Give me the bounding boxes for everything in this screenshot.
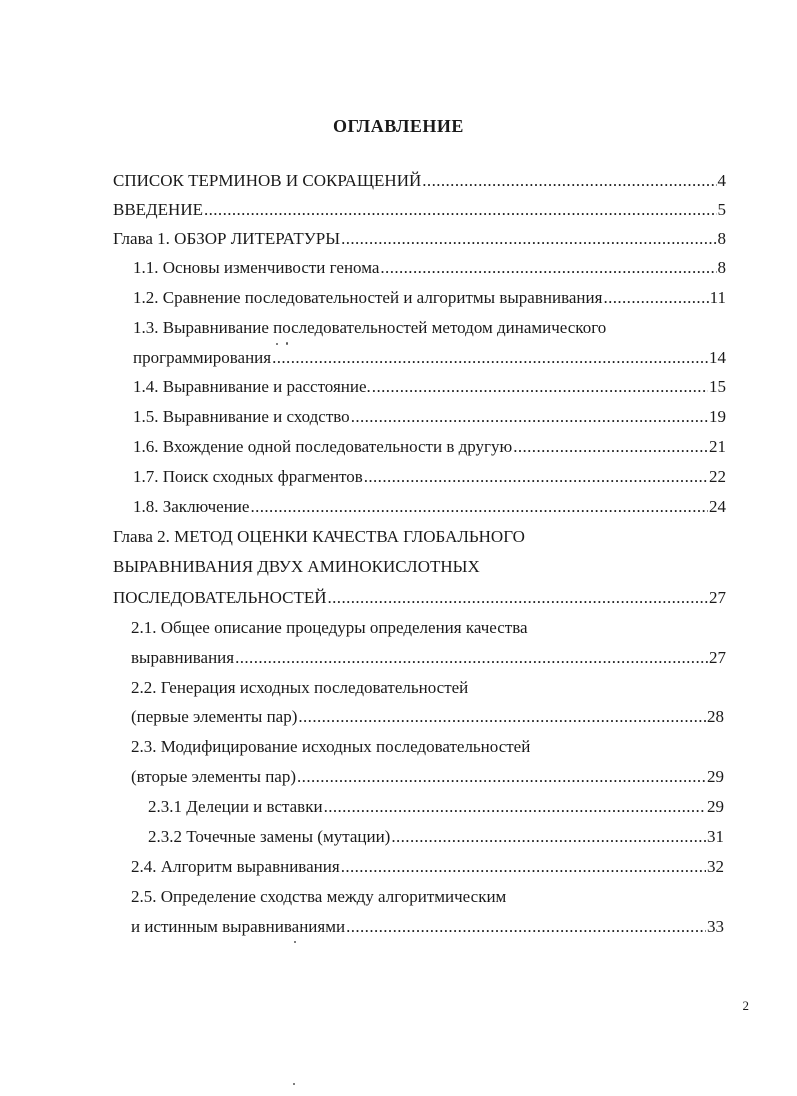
toc-entry-label: выравнивания [131, 648, 235, 667]
toc-entry-page: 32 [707, 857, 724, 876]
toc-entry-1-6[interactable] [133, 436, 726, 458]
dot-leader [204, 199, 717, 221]
toc-entry-page: 22 [709, 467, 726, 486]
page-title: ОГЛАВЛЕНИЕ [333, 116, 464, 136]
toc-entry-label: 1.1. Основы изменчивости генома [133, 258, 380, 277]
dot-leader [380, 257, 716, 279]
toc-entry-1-4[interactable] [133, 376, 726, 398]
toc-entry-page: 11 [709, 288, 726, 307]
toc-entry-label: 1.6. Вхождение одной последовательности в другую [133, 437, 513, 456]
dot-leader [297, 766, 706, 788]
dot-leader [298, 706, 706, 728]
toc-entry-page: 33 [707, 917, 724, 936]
toc-entry-label: 1.7. Поиск сходных фрагментов [133, 467, 363, 486]
scan-speck [293, 1083, 295, 1085]
toc-entry-1-8[interactable] [133, 496, 726, 518]
toc-entry-chapter-2-line1: Глава 2. МЕТОД ОЦЕНКИ КАЧЕСТВА ГЛОБАЛЬНОГО [113, 527, 525, 546]
toc-entry-label: 1.8. Заключение [133, 497, 250, 516]
dot-leader [422, 170, 716, 192]
dot-leader [391, 826, 706, 848]
toc-entry-terms[interactable] [113, 170, 726, 192]
toc-entry-2-3-line1: 2.3. Модифицирование исходных последовательностей [131, 737, 531, 756]
toc-entry-2-1-line1: 2.1. Общее описание процедуры определения качества [131, 618, 528, 637]
dot-leader [341, 228, 716, 250]
toc-entry-2-2[interactable] [131, 706, 724, 728]
toc-entry-label: и истинным выравниваниями [131, 917, 346, 936]
toc-entry-1-3-line1: 1.3. Выравнивание последовательностей методом динамического [133, 318, 607, 337]
toc-entry-1-3[interactable] [133, 347, 726, 369]
toc-entry-introduction[interactable] [113, 199, 726, 221]
page-number: 2 [742, 998, 749, 1013]
toc-entry-page: 19 [709, 407, 726, 426]
toc-entry-label: ВВЕДЕНИЕ [113, 200, 203, 219]
toc-entry-page: 27 [709, 588, 726, 607]
toc-entry-2-3-2[interactable] [148, 826, 724, 848]
dot-leader [235, 647, 708, 669]
dot-leader [346, 916, 706, 938]
toc-entry-1-5[interactable] [133, 406, 726, 428]
toc-entry-label: 1.5. Выравнивание и сходство [133, 407, 350, 426]
toc-entry-2-1[interactable] [131, 647, 726, 669]
toc-entry-label: СПИСОК ТЕРМИНОВ И СОКРАЩЕНИЙ [113, 171, 422, 190]
toc-entry-2-3-1[interactable] [148, 796, 724, 818]
toc-entry-2-5[interactable] [131, 916, 724, 938]
dot-leader [372, 376, 708, 398]
toc-entry-chapter-2-line2: ВЫРАВНИВАНИЯ ДВУХ АМИНОКИСЛОТНЫХ [113, 557, 480, 576]
toc-entry-2-5-line1: 2.5. Определение сходства между алгоритмическим [131, 887, 507, 906]
toc-entry-2-4[interactable] [131, 856, 724, 878]
toc-entry-label: 1.2. Сравнение последовательностей и алгоритмы выравнивания [133, 288, 603, 307]
toc-entry-page: 27 [709, 648, 726, 667]
toc-entry-label: 1.4. Выравнивание и расстояние. [133, 377, 371, 396]
toc-entry-label: (первые элементы пар) [131, 707, 298, 726]
toc-entry-page: 8 [717, 258, 726, 277]
toc-entry-page: 24 [709, 497, 726, 516]
toc-entry-2-2-line1: 2.2. Генерация исходных последовательностей [131, 678, 469, 697]
toc-entry-page: 29 [707, 767, 724, 786]
toc-entry-page: 4 [717, 171, 726, 190]
toc-entry-page: 29 [707, 797, 724, 816]
toc-entry-label: 2.3.1 Делеции и вставки [148, 797, 323, 816]
toc-entry-2-3[interactable] [131, 766, 724, 788]
toc-entry-1-7[interactable] [133, 466, 726, 488]
toc-entry-label: 2.3.2 Точечные замены (мутации) [148, 827, 391, 846]
dot-leader [250, 496, 708, 518]
toc-entry-label: ПОСЛЕДОВАТЕЛЬНОСТЕЙ [113, 588, 327, 607]
scan-speck [286, 342, 288, 345]
toc-entry-label: (вторые элементы пар) [131, 767, 297, 786]
toc-entry-page: 5 [717, 200, 726, 219]
toc-entry-page: 15 [709, 377, 726, 396]
dot-leader [324, 796, 706, 818]
toc-entry-page: 28 [707, 707, 724, 726]
dot-leader [341, 856, 706, 878]
scan-speck [294, 941, 296, 943]
scan-speck [276, 343, 278, 345]
dot-leader [364, 466, 708, 488]
dot-leader [328, 587, 709, 609]
toc-entry-label: 2.4. Алгоритм выравнивания [131, 857, 340, 876]
toc-entry-chapter-2[interactable] [113, 587, 726, 609]
dot-leader [351, 406, 708, 428]
toc-entry-page: 21 [709, 437, 726, 456]
toc-entry-page: 8 [717, 229, 726, 248]
dot-leader [603, 287, 708, 309]
toc-entry-label: Глава 1. ОБЗОР ЛИТЕРАТУРЫ [113, 229, 341, 248]
dot-leader [513, 436, 708, 458]
toc-entry-label: программирования [133, 348, 272, 367]
toc-entry-chapter-1[interactable] [113, 228, 726, 250]
toc-entry-1-2[interactable] [133, 287, 726, 309]
toc-entry-1-1[interactable] [133, 257, 726, 279]
toc-entry-page: 31 [707, 827, 724, 846]
dot-leader [272, 347, 708, 369]
toc-entry-page: 14 [709, 348, 726, 367]
